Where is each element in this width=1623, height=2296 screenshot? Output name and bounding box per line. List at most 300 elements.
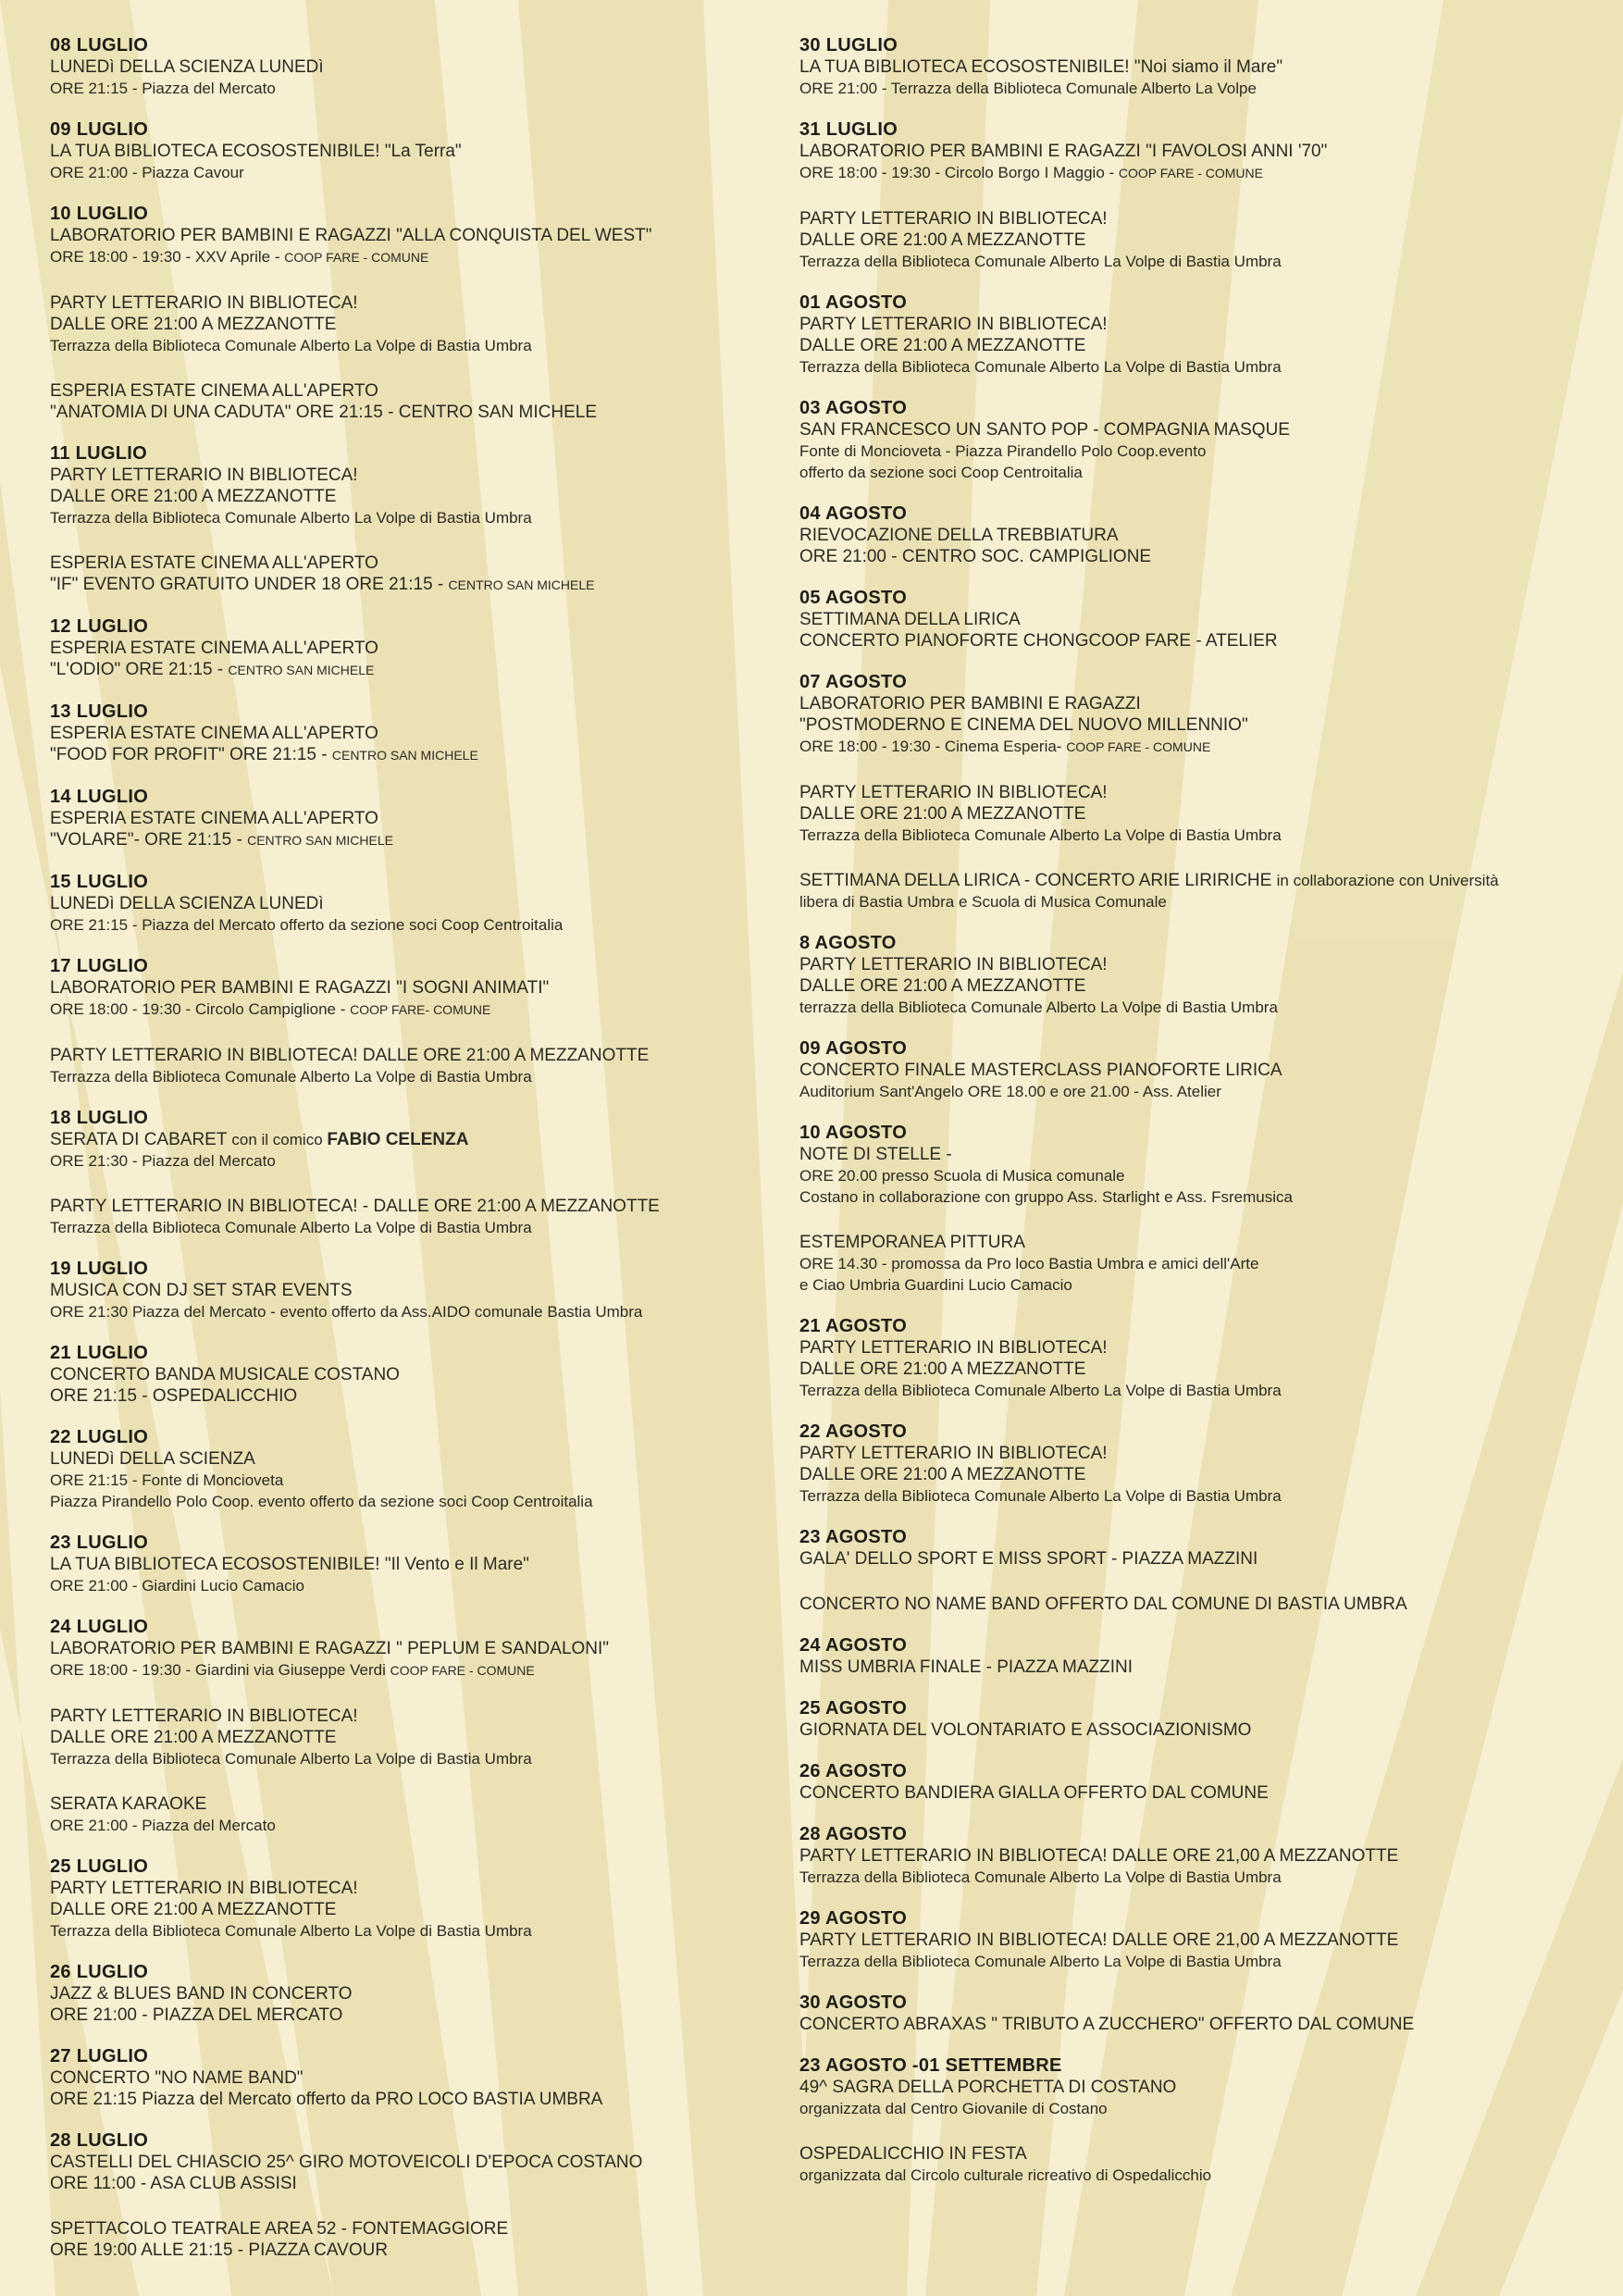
event-text: ORE 18:00 - 19:30 - Circolo Borgo I Maggio - [799,164,1119,181]
event-line [799,1657,1595,1678]
event-date: 28 AGOSTO [799,1824,908,1844]
event-text: ORE 18:00 - 19:30 - Circolo Campiglione - [50,1000,351,1018]
event-line [799,997,1595,1018]
event-date: 05 AGOSTO [799,588,908,608]
event-entry [799,2055,1595,2119]
event-line [50,808,781,829]
event-entry [50,1617,781,1682]
event-entry [50,872,781,936]
event-text: DALLE ORE 21:00 A MEZZANOTTE [799,1359,1086,1379]
event-text: PARTY LETTERARIO IN BIBLIOTECA! [799,783,1108,802]
event-line [799,56,1595,78]
event-text: PARTY LETTERARIO IN BIBLIOTECA! DALLE ORE 21,00 A MEZZANOTTE [799,1846,1399,1866]
event-date: 23 AGOSTO [799,1527,908,1547]
event-line [50,465,781,486]
event-text: CONCERTO FINALE MASTERCLASS PIANOFORTE LIRICA [799,1061,1282,1080]
event-text: LABORATORIO PER BAMBINI E RAGAZZI [799,694,1141,714]
event-date: 30 LUGLIO [799,35,898,56]
event-text: DALLE ORE 21:00 A MEZZANOTTE [50,487,337,506]
event-date: 27 LUGLIO [50,2046,149,2066]
event-line [799,1165,1595,1186]
event-line [50,1301,781,1322]
event-text: ORE 21:15 - OSPEDALICCHIO [50,1386,298,1406]
event-entry [799,1527,1595,1570]
event-text: LABORATORIO PER BAMBINI E RAGAZZI "I SOGNI ANIMATI" [50,978,550,998]
event-text: DALLE ORE 21:00 A MEZZANOTTE [50,1728,337,1747]
event-text: LABORATORIO PER BAMBINI E RAGAZZI " PEPLUM E SANDALONI" [50,1639,610,1658]
event-date: 23 AGOSTO -01 SETTEMBRE [799,2055,1062,2076]
event-text: SERATA KARAOKE [50,1794,207,1814]
event-line [50,1196,781,1217]
event-line [50,292,781,314]
event-entry [50,1259,781,1322]
event-text: CONCERTO BANDIERA GIALLA OFFERTO DAL COMUNE [799,1783,1269,1803]
event-text: Terrazza della Biblioteca Comunale Alberto La Volpe di Bastia Umbra [50,1922,532,1940]
event-line [799,693,1595,714]
event-date: 15 LUGLIO [50,872,149,892]
event-text: ORE 21:30 Piazza del Mercato - evento offerto da Ass.AIDO comunale Bastia Umbra [50,1303,643,1321]
event-text: OSPEDALICCHIO IN FESTA [799,2144,1027,2164]
event-line [50,56,781,78]
event-text: "ANATOMIA DI UNA CADUTA" ORE 21:15 - CENTRO SAN MICHELE [50,403,597,422]
event-entry [799,208,1595,272]
event-line [50,638,781,659]
event-text: "IF" EVENTO GRATUITO UNDER 18 ORE 21:15 - [50,575,449,594]
event-line [50,1793,781,1815]
event-line [799,1485,1595,1507]
event-line [799,2014,1595,2035]
event-text: LUNEDì DELLA SCIENZA [50,1449,255,1469]
event-text: LUNEDì DELLA SCIENZA LUNEDì [50,894,324,913]
event-line [50,999,781,1021]
event-entry [50,1196,781,1238]
event-date: 22 AGOSTO [799,1421,908,1442]
event-text: DALLE ORE 21:00 A MEZZANOTTE [799,804,1086,824]
event-text: SPETTACOLO TEATRALE AREA 52 - FONTEMAGGIORE [50,2219,509,2239]
event-line [799,609,1595,630]
event-line [50,1575,781,1596]
event-entry [799,1635,1595,1678]
event-date: 23 LUGLIO [50,1533,149,1553]
organizer-note: COOP FARE - COMUNE [284,250,429,265]
event-text: LA TUA BIBLIOTECA ECOSOSTENIBILE! "La Terra" [50,142,462,161]
event-entry [50,292,781,356]
event-text: ORE 21:00 - PIAZZA DEL MERCATO [50,2005,343,2025]
event-line [50,78,781,99]
event-text: PARTY LETTERARIO IN BIBLIOTECA! [50,293,358,313]
event-text: "POSTMODERNO E CINEMA DEL NUOVO MILLENNIO" [799,715,1248,735]
event-text: Piazza Pirandello Polo Coop. evento offerto da sezione soci Coop Centroitalia [50,1493,593,1510]
event-date: 24 LUGLIO [50,1617,149,1637]
event-text: CONCERTO ABRAXAS " TRIBUTO A ZUCCHERO" OFFERTO DAL COMUNE [799,2015,1415,2034]
event-text: RIEVOCAZIONE DELLA TREBBIATURA [799,526,1119,545]
event-line [50,2240,781,2261]
event-text: ORE 18:00 - 19:30 - Cinema Esperia- [799,738,1067,755]
event-text: Terrazza della Biblioteca Comunale Alberto La Volpe di Bastia Umbra [50,1750,532,1768]
event-line [799,1144,1595,1165]
event-text: CONCERTO "NO NAME BAND" [50,2068,304,2088]
event-text: ORE 18:00 - 19:30 - XXV Aprile - [50,248,285,266]
event-line [50,1491,781,1512]
event-text: ORE 21:30 - Piazza del Mercato [50,1152,276,1170]
event-line [50,2218,781,2240]
event-date: 21 LUGLIO [50,1343,149,1363]
event-line [50,335,781,356]
event-line [799,1232,1595,1253]
event-line [50,1748,781,1769]
event-line [799,1359,1595,1380]
event-entry [50,443,781,528]
event-text: ORE 21:00 - Terrazza della Biblioteca Comunale Alberto La Volpe [799,80,1257,97]
event-text: Auditorium Sant'Angelo ORE 18.00 e ore 21.00 - Ass. Atelier [799,1083,1221,1100]
event-entry [799,1421,1595,1507]
event-text: PARTY LETTERARIO IN BIBLIOTECA! [50,1706,358,1726]
event-text: ORE 21:00 - Piazza Cavour [50,164,244,181]
organizer-note: CENTRO SAN MICHELE [331,748,478,763]
event-line [799,825,1595,846]
event-line [50,507,781,528]
event-line [799,419,1595,441]
organizer-note: CENTRO SAN MICHELE [448,577,595,592]
event-text: ORE 21:15 Piazza del Mercato offerto da PRO LOCO BASTIA UMBRA [50,2090,603,2109]
organizer-note: COOP FARE - COMUNE [1066,739,1211,754]
event-line [50,1554,781,1575]
event-line [799,251,1595,272]
event-text: PARTY LETTERARIO IN BIBLIOTECA! - DALLE ORE 21:00 A MEZZANOTTE [50,1197,660,1216]
event-date: 18 LUGLIO [50,1108,149,1128]
event-entry [799,119,1595,184]
event-line [799,2098,1595,2119]
event-text: ESPERIA ESTATE CINEMA ALL'APERTO [50,553,378,573]
event-line [50,977,781,999]
event-date: 08 LUGLIO [50,35,149,56]
event-text: SAN FRANCESCO UN SANTO POP - COMPAGNIA MASQUE [799,420,1290,440]
event-text: ORE 21:15 - Piazza del Mercato offerto da sezione soci Coop Centroitalia [50,916,564,934]
event-text: ORE 21:00 - CENTRO SOC. CAMPIGLIONE [799,547,1152,566]
event-date: 29 AGOSTO [799,1908,908,1929]
event-entry [799,672,1595,758]
event-line [799,314,1595,335]
event-text: con il comico [231,1131,328,1148]
event-line [50,1878,781,1899]
event-date: 01 AGOSTO [799,292,908,313]
event-line [799,782,1595,803]
event-text: offerto da sezione soci Coop Centroitalia [799,464,1083,481]
event-text: Terrazza della Biblioteca Comunale Alberto La Volpe di Bastia Umbra [799,1487,1282,1505]
event-text: ORE 11:00 - ASA CLUB ASSISI [50,2174,297,2193]
event-text: DALLE ORE 21:00 A MEZZANOTTE [799,976,1086,996]
event-line [50,1150,781,1172]
event-entry [799,1824,1595,1888]
organizer-note: CENTRO SAN MICHELE [247,833,393,848]
right-column [799,35,1595,2186]
event-text: Fonte di Moncioveta - Piazza Pirandello Polo Coop.evento [799,442,1207,460]
event-line [799,736,1595,758]
event-text: Terrazza della Biblioteca Comunale Alberto La Volpe di Bastia Umbra [799,1382,1282,1399]
event-text: MISS UMBRIA FINALE - PIAZZA MAZZINI [799,1657,1133,1677]
event-date: 09 LUGLIO [50,119,149,140]
event-line [799,230,1595,251]
event-entry [799,1698,1595,1741]
event-date: 21 AGOSTO [799,1316,908,1336]
event-line [50,141,781,162]
event-entry [799,1316,1595,1401]
event-line [50,2152,781,2173]
event-line [50,1815,781,1836]
event-text: DALLE ORE 21:00 A MEZZANOTTE [799,336,1086,355]
event-line [50,893,781,914]
event-text: ORE 21:00 - Giardini Lucio Camacio [50,1577,304,1595]
event-entry [799,398,1595,483]
event-text: CONCERTO BANDA MUSICALE COSTANO [50,1365,400,1384]
event-text: PARTY LETTERARIO IN BIBLIOTECA! [799,209,1108,229]
event-text: ESTEMPORANEA PITTURA [799,1233,1025,1252]
event-line [799,1951,1595,1972]
event-line [799,356,1595,378]
event-text: SETTIMANA DELLA LIRICA [799,610,1021,629]
event-line [50,380,781,402]
event-date: 25 AGOSTO [799,1698,908,1719]
event-date: 14 LUGLIO [50,787,149,807]
event-text: CONCERTO NO NAME BAND OFFERTO DAL COMUNE DI BASTIA UMBRA [799,1595,1407,1614]
event-text: ORE 21:15 - Piazza del Mercato [50,80,276,97]
event-line [799,1081,1595,1102]
event-line [799,162,1595,184]
event-line [50,1448,781,1470]
event-line [799,1253,1595,1274]
event-entry [799,1992,1595,2035]
event-text: PARTY LETTERARIO IN BIBLIOTECA! DALLE ORE 21,00 A MEZZANOTTE [799,1930,1399,1950]
event-line [50,402,781,423]
event-text: DALLE ORE 21:00 A MEZZANOTTE [50,1900,337,1919]
event-date: 09 AGOSTO [799,1038,908,1059]
event-line [50,486,781,507]
event-text: Terrazza della Biblioteca Comunale Alberto La Volpe di Bastia Umbra [50,337,532,354]
event-text: LA TUA BIBLIOTECA ECOSOSTENIBILE! "Noi siamo il Mare" [799,57,1283,77]
event-text: ORE 21:00 - Piazza del Mercato [50,1817,276,1834]
event-line [799,714,1595,736]
event-date: 26 AGOSTO [799,1761,908,1781]
event-entry [799,1123,1595,1208]
event-text: organizzata dal Circolo culturale ricreativo di Ospedalicchio [799,2166,1212,2184]
event-entry [50,1856,781,1942]
event-line [799,1060,1595,1081]
event-line [799,1380,1595,1401]
event-line [799,335,1595,356]
event-text: PARTY LETTERARIO IN BIBLIOTECA! DALLE ORE 21:00 A MEZZANOTTE [50,1046,650,1065]
event-text: DALLE ORE 21:00 A MEZZANOTTE [50,315,337,334]
event-line [50,2173,781,2194]
event-entry [799,1761,1595,1804]
event-line [799,2077,1595,2098]
event-date: 11 LUGLIO [50,443,147,464]
event-line [799,1464,1595,1485]
event-date: 12 LUGLIO [50,616,149,637]
event-line [50,829,781,851]
event-line [50,1983,781,2004]
event-line [50,723,781,744]
event-date: 04 AGOSTO [799,503,908,524]
event-line [50,1364,781,1385]
event-text: Terrazza della Biblioteca Comunale Alberto La Volpe di Bastia Umbra [50,1068,532,1086]
event-entry [799,2143,1595,2186]
event-entry [50,2046,781,2110]
event-line [799,2165,1595,2186]
event-text: ESPERIA ESTATE CINEMA ALL'APERTO [50,724,378,743]
event-entry [50,1533,781,1596]
event-line [50,314,781,335]
event-entry [50,2218,781,2261]
event-text: Terrazza della Biblioteca Comunale Alberto La Volpe di Bastia Umbra [799,1868,1282,1886]
event-line [50,1217,781,1238]
event-text: JAZZ & BLUES BAND IN CONCERTO [50,1984,353,2004]
event-line [799,1274,1595,1296]
event-text: "VOLARE"- ORE 21:15 - [50,830,248,850]
event-entry [50,1962,781,2026]
event-entry [50,552,781,596]
event-text: ORE 19:00 ALLE 21:15 - PIAZZA CAVOUR [50,2240,389,2260]
event-entry [799,870,1595,912]
event-line [799,1443,1595,1464]
event-entry [799,503,1595,567]
event-entry [799,782,1595,846]
event-entry [50,701,781,766]
event-entry [50,2130,781,2194]
event-text: CASTELLI DEL CHIASCIO 25^ GIRO MOTOVEICOLI D'EPOCA COSTANO [50,2153,643,2172]
event-entry [799,1594,1595,1615]
event-entry [50,787,781,851]
event-entry [50,1706,781,1769]
event-entry [50,616,781,681]
event-line [50,1920,781,1942]
event-text: terrazza della Biblioteca Comunale Alberto La Volpe di Bastia Umbra [799,999,1278,1016]
event-text: ESPERIA ESTATE CINEMA ALL'APERTO [50,381,378,401]
event-line [799,1548,1595,1570]
event-line [50,162,781,183]
event-text: Terrazza della Biblioteca Comunale Alberto La Volpe di Bastia Umbra [799,826,1282,844]
event-line [799,1930,1595,1951]
event-line [799,462,1595,483]
event-entry [50,956,781,1021]
event-entry [50,380,781,423]
event-entry [799,292,1595,378]
event-line [799,975,1595,997]
event-text: NOTE DI STELLE - [799,1145,952,1164]
event-line [50,914,781,936]
event-line [50,744,781,766]
event-line [799,208,1595,230]
event-line [50,1045,781,1066]
organizer-note: CENTRO SAN MICHELE [228,663,375,677]
event-text: ORE 18:00 - 19:30 - Giardini via Giuseppe Verdi [50,1661,390,1679]
event-date: 17 LUGLIO [50,956,149,976]
event-text: libera di Bastia Umbra e Scuola di Musica Comunale [799,893,1167,911]
event-line [50,1280,781,1301]
event-line [799,78,1595,99]
event-line [799,441,1595,462]
event-entry [50,1045,781,1087]
event-text: LABORATORIO PER BAMBINI E RAGAZZI "ALLA CONQUISTA DEL WEST" [50,226,652,245]
event-line [50,1385,781,1407]
event-date: 10 LUGLIO [50,204,149,224]
event-text: Terrazza della Biblioteca Comunale Alberto La Volpe di Bastia Umbra [799,358,1282,376]
organizer-note: COOP FARE - COMUNE [390,1663,535,1678]
event-line [50,1727,781,1748]
event-line [50,2089,781,2110]
event-date: 13 LUGLIO [50,701,149,722]
event-line [50,552,781,574]
event-text: CONCERTO PIANOFORTE CHONGCOOP FARE - ATELIER [799,631,1278,651]
event-text: Terrazza della Biblioteca Comunale Alberto La Volpe di Bastia Umbra [50,509,532,527]
event-text: LABORATORIO PER BAMBINI E RAGAZZI "I FAVOLOSI ANNI '70" [799,142,1328,161]
event-text: "L'ODIO" ORE 21:15 - [50,660,229,679]
event-date: 26 LUGLIO [50,1962,149,1982]
event-line [799,803,1595,825]
event-entry [799,1038,1595,1102]
event-text: PARTY LETTERARIO IN BIBLIOTECA! [50,1879,358,1898]
event-text: in collaborazione con Università [1276,872,1499,889]
event-line [799,1337,1595,1359]
event-entry [799,35,1595,99]
event-date: 07 AGOSTO [799,672,908,692]
performer-name: FABIO CELENZA [327,1130,469,1149]
event-line [799,1186,1595,1208]
event-text: PARTY LETTERARIO IN BIBLIOTECA! [50,465,358,485]
event-line [50,246,781,268]
left-column [50,35,781,2261]
event-text: PARTY LETTERARIO IN BIBLIOTECA! [799,1338,1108,1358]
event-text: Terrazza della Biblioteca Comunale Alberto La Volpe di Bastia Umbra [799,253,1282,270]
event-text: ESPERIA ESTATE CINEMA ALL'APERTO [50,639,378,658]
event-line [50,1659,781,1682]
event-entry [50,1343,781,1407]
event-entry [50,1427,781,1512]
event-text: GIORNATA DEL VOLONTARIATO E ASSOCIAZIONISMO [799,1720,1252,1740]
event-line [50,1129,781,1150]
event-line [50,1706,781,1727]
event-line [799,630,1595,652]
event-line [799,2143,1595,2165]
event-entry [799,588,1595,652]
event-entry [50,1793,781,1836]
event-entry [799,1908,1595,1972]
event-date: 28 LUGLIO [50,2130,149,2151]
event-text: ORE 14.30 - promossa da Pro loco Bastia Umbra e amici dell'Arte [799,1255,1259,1272]
event-text: e Ciao Umbria Guardini Lucio Camacio [799,1276,1072,1294]
event-text: MUSICA CON DJ SET STAR EVENTS [50,1281,353,1300]
event-date: 03 AGOSTO [799,398,908,418]
event-line [799,1867,1595,1888]
event-line [799,525,1595,546]
event-line [799,546,1595,567]
event-line [799,141,1595,162]
event-line [50,1470,781,1491]
event-entry [50,119,781,183]
event-entry [50,1108,781,1172]
event-text: LUNEDì DELLA SCIENZA LUNEDì [50,57,324,77]
organizer-note: COOP FARE- COMUNE [350,1002,491,1017]
event-date: 22 LUGLIO [50,1427,149,1447]
event-line [799,870,1595,891]
event-text: Terrazza della Biblioteca Comunale Alberto La Volpe di Bastia Umbra [799,1953,1282,1970]
event-line [50,2067,781,2089]
event-date: 8 AGOSTO [799,933,897,953]
event-line [50,1638,781,1659]
event-line [50,574,781,596]
event-line [799,1594,1595,1615]
event-line [50,1899,781,1920]
event-text: 49^ SAGRA DELLA PORCHETTA DI COSTANO [799,2078,1177,2097]
